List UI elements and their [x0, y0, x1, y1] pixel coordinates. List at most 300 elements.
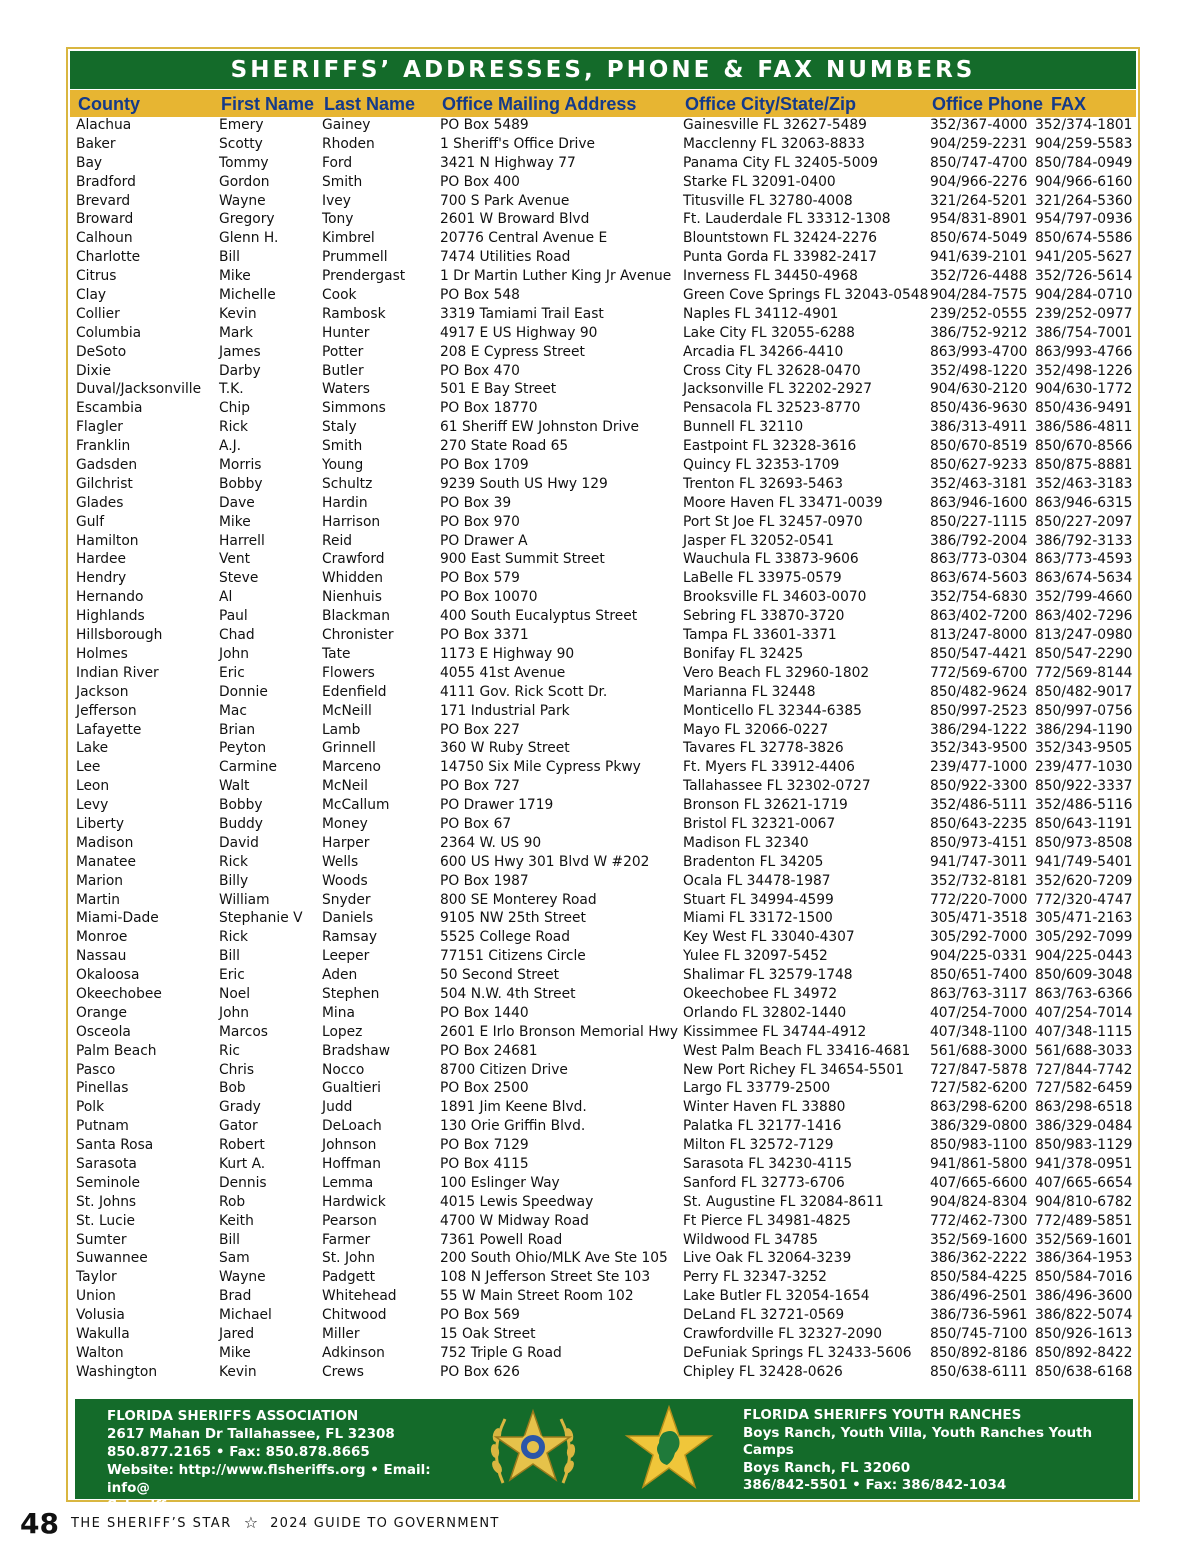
cell-county: Okeechobee: [76, 985, 162, 1002]
cell-fax: 727/844-7742: [1035, 1061, 1133, 1078]
cell-first-name: Michelle: [219, 287, 276, 304]
table-row: [68, 853, 1138, 872]
cell-city-state-zip: Gainesville FL 32627-5489: [683, 117, 867, 133]
cell-first-name: Brian: [219, 721, 256, 738]
cell-phone: 941/639-2101: [930, 249, 1028, 266]
table-row: [68, 305, 1138, 324]
cell-city-state-zip: Cross City FL 32628-0470: [683, 362, 861, 379]
cell-address: 800 SE Monterey Road: [440, 891, 597, 908]
cell-last-name: Marceno: [322, 759, 381, 776]
cell-fax: 904/259-5583: [1035, 135, 1133, 152]
cell-city-state-zip: New Port Richey FL 34654-5501: [683, 1061, 904, 1078]
table-row: [68, 777, 1138, 796]
cell-last-name: Johnson: [322, 1137, 377, 1154]
cell-address: 4700 W Midway Road: [440, 1212, 589, 1229]
cell-last-name: Nocco: [322, 1061, 365, 1078]
fsa-web-email: Website: http://www.flsheriffs.org • Email: info@: [107, 1462, 431, 1496]
cell-fax: 850/670-8566: [1035, 438, 1133, 455]
cell-first-name: John: [219, 1004, 249, 1021]
cell-last-name: Prendergast: [322, 268, 406, 285]
cell-fax: 863/674-5634: [1035, 570, 1133, 587]
cell-first-name: Bobby: [219, 475, 263, 492]
cell-phone: 352/367-4000: [930, 117, 1028, 133]
cell-last-name: McCallum: [322, 797, 390, 814]
cell-address: 20776 Central Avenue E: [440, 230, 608, 247]
cell-county: Suwannee: [76, 1250, 148, 1267]
cell-last-name: Woods: [322, 872, 368, 889]
cell-first-name: Stephanie V: [219, 910, 303, 927]
cell-address: 2601 E Irlo Bronson Memorial Hwy: [440, 1023, 679, 1040]
cell-address: 100 Eslinger Way: [440, 1174, 560, 1191]
cell-fax: 863/402-7296: [1035, 608, 1133, 625]
table-row: [68, 1061, 1138, 1080]
cell-fax: 352/343-9505: [1035, 740, 1133, 757]
cell-last-name: Daniels: [322, 910, 374, 927]
cell-fax: 850/584-7016: [1035, 1269, 1133, 1286]
cell-first-name: Gregory: [219, 211, 275, 228]
cell-county: St. Johns: [76, 1193, 137, 1210]
cell-county: Franklin: [76, 438, 131, 455]
cell-fax: 352/486-5116: [1035, 797, 1133, 814]
cell-first-name: John: [219, 645, 249, 662]
cell-county: Okaloosa: [76, 967, 140, 984]
cell-last-name: Staly: [322, 419, 357, 436]
cell-last-name: Butler: [322, 362, 364, 379]
cell-address: 3421 N Highway 77: [440, 154, 576, 171]
cell-address: 752 Triple G Road: [440, 1344, 562, 1361]
cell-last-name: Simmons: [322, 400, 386, 417]
cell-fax: 850/227-2097: [1035, 513, 1133, 530]
cell-fax: 863/773-4593: [1035, 551, 1133, 568]
cell-address: 1 Dr Martin Luther King Jr Avenue: [440, 268, 672, 285]
cell-address: PO Box 970: [440, 513, 520, 530]
cell-last-name: Chronister: [322, 627, 394, 644]
table-row: [68, 456, 1138, 475]
cell-county: Indian River: [76, 664, 159, 681]
cell-city-state-zip: Pensacola FL 32523-8770: [683, 400, 861, 417]
cell-county: Hillsborough: [76, 627, 163, 644]
cell-phone: 352/754-6830: [930, 589, 1028, 606]
cell-last-name: DeLoach: [322, 1118, 382, 1135]
guide-title: 2024 GUIDE TO GOVERNMENT: [270, 1515, 500, 1531]
cell-address: PO Box 227: [440, 721, 520, 738]
cell-address: 9105 NW 25th Street: [440, 910, 586, 927]
table-row: [68, 362, 1138, 381]
col-header-city: Office City/State/Zip: [685, 94, 857, 114]
table-row: [68, 928, 1138, 947]
cell-first-name: T.K.: [219, 381, 244, 398]
cell-city-state-zip: Sebring FL 33870-3720: [683, 608, 845, 625]
cell-county: Orange: [76, 1004, 127, 1021]
cell-county: Lafayette: [76, 721, 142, 738]
cell-county: Jefferson: [76, 702, 137, 719]
cell-last-name: Rambosk: [322, 305, 386, 322]
cell-first-name: Marcos: [219, 1023, 268, 1040]
cell-phone: 850/983-1100: [930, 1137, 1028, 1154]
cell-last-name: Padgett: [322, 1269, 375, 1286]
directory-frame: [66, 47, 1140, 1514]
cell-city-state-zip: Mayo FL 32066-0227: [683, 721, 829, 738]
cell-first-name: Buddy: [219, 815, 263, 832]
cell-last-name: Lopez: [322, 1023, 363, 1040]
cell-address: PO Box 579: [440, 570, 520, 587]
table-row: [68, 343, 1138, 362]
cell-address: 3319 Tamiami Trail East: [440, 305, 604, 322]
cell-county: Glades: [76, 494, 124, 511]
cell-city-state-zip: Naples FL 34112-4901: [683, 305, 839, 322]
cell-first-name: Noel: [219, 985, 251, 1002]
cell-county: Duval/Jacksonville: [76, 381, 202, 398]
cell-first-name: Jared: [219, 1326, 255, 1342]
cell-last-name: Judd: [322, 1099, 353, 1116]
cell-fax: 407/348-1115: [1035, 1023, 1133, 1040]
cell-last-name: McNeil: [322, 778, 368, 795]
table-row: [68, 1193, 1138, 1212]
cell-phone: 386/294-1222: [930, 721, 1028, 738]
cell-county: Walton: [76, 1344, 124, 1361]
cell-first-name: Chip: [219, 400, 250, 417]
cell-phone: 407/254-7000: [930, 1004, 1028, 1021]
cell-last-name: Whitehead: [322, 1288, 397, 1305]
cell-city-state-zip: Ft. Lauderdale FL 33312-1308: [683, 211, 891, 228]
cell-phone: 352/726-4488: [930, 268, 1028, 285]
cell-phone: 352/486-5111: [930, 797, 1028, 814]
cell-address: PO Box 548: [440, 287, 520, 304]
cell-first-name: Rick: [219, 419, 248, 436]
cell-city-state-zip: Blountstown FL 32424-2276: [683, 230, 878, 247]
cell-address: 360 W Ruby Street: [440, 740, 570, 757]
sheriff-table-body: [68, 116, 1138, 1382]
cell-phone: 863/773-0304: [930, 551, 1028, 568]
cell-city-state-zip: Brooksville FL 34603-0070: [683, 589, 867, 606]
table-row: [68, 192, 1138, 211]
cell-city-state-zip: West Palm Beach FL 33416-4681: [683, 1042, 911, 1059]
cell-address: PO Box 24681: [440, 1042, 538, 1059]
cell-phone: 863/763-3117: [930, 985, 1028, 1002]
table-row: [68, 1117, 1138, 1136]
cell-fax: 850/922-3337: [1035, 778, 1133, 795]
cell-fax: 850/674-5586: [1035, 230, 1133, 247]
cell-address: 4111 Gov. Rick Scott Dr.: [440, 683, 608, 700]
cell-fax: 850/436-9491: [1035, 400, 1133, 417]
cell-fax: 863/946-6315: [1035, 494, 1133, 511]
cell-city-state-zip: Inverness FL 34450-4968: [683, 268, 858, 285]
cell-county: Citrus: [76, 268, 117, 285]
cell-county: Putnam: [76, 1118, 129, 1135]
table-row: [68, 683, 1138, 702]
cell-first-name: Mark: [219, 324, 254, 341]
cell-last-name: Tony: [322, 211, 354, 228]
cell-first-name: Bobby: [219, 797, 263, 814]
cell-county: Hernando: [76, 589, 144, 606]
cell-phone: 772/462-7300: [930, 1212, 1028, 1229]
cell-phone: 863/993-4700: [930, 343, 1028, 360]
cell-phone: 239/252-0555: [930, 305, 1028, 322]
cell-last-name: St. John: [322, 1250, 375, 1267]
cell-phone: 352/732-8181: [930, 872, 1028, 889]
cell-fax: 863/993-4766: [1035, 343, 1133, 360]
cell-last-name: Ramsay: [322, 929, 377, 946]
cell-county: Columbia: [76, 324, 142, 341]
cell-first-name: Glenn H.: [219, 230, 279, 247]
table-row: [68, 1287, 1138, 1306]
cell-city-state-zip: Ft. Myers FL 33912-4406: [683, 759, 855, 776]
cell-fax: 727/582-6459: [1035, 1080, 1133, 1097]
cell-county: Wakulla: [76, 1326, 130, 1342]
cell-phone: 321/264-5201: [930, 192, 1028, 209]
cell-city-state-zip: Lake City FL 32055-6288: [683, 324, 855, 341]
cell-first-name: Kevin: [219, 305, 257, 322]
cell-first-name: Emery: [219, 117, 264, 133]
cell-address: 4015 Lewis Speedway: [440, 1193, 594, 1210]
cell-phone: 850/745-7100: [930, 1326, 1028, 1342]
table-header: [70, 90, 1136, 117]
cell-last-name: Chitwood: [322, 1307, 387, 1324]
cell-last-name: Hunter: [322, 324, 370, 341]
cell-phone: 850/922-3300: [930, 778, 1028, 795]
cell-fax: 850/892-8422: [1035, 1344, 1133, 1361]
cell-fax: 305/471-2163: [1035, 910, 1133, 927]
cell-first-name: Mike: [219, 268, 251, 285]
table-row: [68, 286, 1138, 305]
cell-fax: 352/463-3183: [1035, 475, 1133, 492]
sheriff-star-badge-icon: [485, 1405, 581, 1495]
cell-fax: 850/482-9017: [1035, 683, 1133, 700]
cell-first-name: Carmine: [219, 759, 278, 776]
col-header-last-name: Last Name: [324, 94, 416, 114]
cell-fax: 850/609-3048: [1035, 967, 1133, 984]
cell-phone: 850/482-9624: [930, 683, 1028, 700]
cell-first-name: Kevin: [219, 1363, 257, 1380]
cell-first-name: Sam: [219, 1250, 250, 1267]
cell-first-name: Gordon: [219, 173, 270, 190]
cell-county: Pinellas: [76, 1080, 129, 1097]
cell-first-name: Dave: [219, 494, 255, 511]
cell-first-name: Steve: [219, 570, 259, 587]
cell-city-state-zip: Shalimar FL 32579-1748: [683, 967, 853, 984]
table-row: [68, 796, 1138, 815]
cell-fax: 386/754-7001: [1035, 324, 1133, 341]
table-row: [68, 1325, 1138, 1344]
cell-fax: 239/477-1030: [1035, 759, 1133, 776]
cell-city-state-zip: St. Augustine FL 32084-8611: [683, 1193, 884, 1210]
table-row: [68, 872, 1138, 891]
cell-fax: 850/997-0756: [1035, 702, 1133, 719]
col-header-first-name: First Name: [221, 94, 315, 114]
table-row: [68, 947, 1138, 966]
cell-first-name: Tommy: [219, 154, 269, 171]
cell-first-name: Harrell: [219, 532, 265, 549]
table-row: [68, 739, 1138, 758]
cell-first-name: Michael: [219, 1307, 272, 1324]
table-row: [68, 1249, 1138, 1268]
cell-phone: 305/471-3518: [930, 910, 1028, 927]
table-row: [68, 418, 1138, 437]
table-row: [68, 1079, 1138, 1098]
cell-address: PO Box 3371: [440, 627, 529, 644]
cell-address: PO Box 1987: [440, 872, 529, 889]
cell-fax: 772/489-5851: [1035, 1212, 1133, 1229]
cell-last-name: Edenfield: [322, 683, 387, 700]
fsyr-name: FLORIDA SHERIFFS YOUTH RANCHES: [743, 1407, 1022, 1423]
cell-address: PO Box 569: [440, 1307, 520, 1324]
table-row: [68, 985, 1138, 1004]
cell-phone: 352/343-9500: [930, 740, 1028, 757]
cell-fax: 863/298-6518: [1035, 1099, 1133, 1116]
cell-county: Alachua: [76, 117, 132, 133]
cell-county: Lake: [76, 740, 109, 757]
cell-fax: 813/247-0980: [1035, 627, 1133, 644]
table-row: [68, 173, 1138, 192]
table-row: [68, 909, 1138, 928]
cell-fax: 321/264-5360: [1035, 192, 1133, 209]
cell-first-name: Dennis: [219, 1174, 267, 1191]
cell-phone: 386/736-5961: [930, 1307, 1028, 1324]
table-row: [68, 135, 1138, 154]
cell-city-state-zip: Lake Butler FL 32054-1654: [683, 1288, 870, 1305]
cell-phone: 352/463-3181: [930, 475, 1028, 492]
table-row: [68, 399, 1138, 418]
cell-fax: 386/496-3600: [1035, 1288, 1133, 1305]
cell-last-name: Ivey: [322, 192, 351, 209]
cell-last-name: Hoffman: [322, 1155, 381, 1172]
cell-city-state-zip: Sarasota FL 34230-4115: [683, 1155, 853, 1172]
table-row: [68, 1231, 1138, 1250]
cell-first-name: A.J.: [219, 438, 242, 455]
fsa-name: FLORIDA SHERIFFS ASSOCIATION: [107, 1408, 359, 1424]
cell-fax: 386/792-3133: [1035, 532, 1133, 549]
cell-city-state-zip: Monticello FL 32344-6385: [683, 702, 862, 719]
cell-last-name: Whidden: [322, 570, 383, 587]
cell-city-state-zip: Wauchula FL 33873-9606: [683, 551, 859, 568]
cell-fax: 386/586-4811: [1035, 419, 1133, 436]
cell-city-state-zip: Stuart FL 34994-4599: [683, 891, 834, 908]
cell-city-state-zip: Eastpoint FL 32328-3616: [683, 438, 857, 455]
cell-phone: 727/847-5878: [930, 1061, 1028, 1078]
cell-address: 1 Sheriff's Office Drive: [440, 135, 595, 152]
cell-city-state-zip: Sanford FL 32773-6706: [683, 1174, 845, 1191]
cell-fax: 772/320-4747: [1035, 891, 1133, 908]
cell-first-name: Billy: [219, 872, 249, 889]
cell-last-name: Schultz: [322, 475, 373, 492]
cell-fax: 386/329-0484: [1035, 1118, 1133, 1135]
cell-address: PO Box 18770: [440, 400, 538, 417]
cell-fax: 904/966-6160: [1035, 173, 1133, 190]
cell-address: 900 East Summit Street: [440, 551, 605, 568]
cell-last-name: Young: [322, 457, 364, 474]
cell-city-state-zip: Trenton FL 32693-5463: [683, 475, 843, 492]
cell-city-state-zip: Bradenton FL 34205: [683, 853, 824, 870]
cell-last-name: Lamb: [322, 721, 361, 738]
cell-county: Lee: [76, 759, 101, 776]
table-row: [68, 966, 1138, 985]
youth-ranches-star-icon: [623, 1403, 715, 1495]
cell-last-name: Bradshaw: [322, 1042, 391, 1059]
cell-address: PO Box 727: [440, 778, 520, 795]
cell-last-name: Blackman: [322, 608, 390, 625]
cell-phone: 386/792-2004: [930, 532, 1028, 549]
cell-first-name: Bill: [219, 948, 240, 965]
cell-fax: 407/254-7014: [1035, 1004, 1133, 1021]
cell-phone: 386/329-0800: [930, 1118, 1028, 1135]
cell-phone: 904/225-0331: [930, 948, 1028, 965]
cell-city-state-zip: Jasper FL 32052-0541: [683, 532, 835, 549]
cell-first-name: Mike: [219, 1344, 251, 1361]
table-row: [68, 1306, 1138, 1325]
cell-fax: 386/364-1953: [1035, 1250, 1133, 1267]
cell-city-state-zip: Ft Pierce FL 34981-4825: [683, 1212, 851, 1229]
cell-last-name: Grinnell: [322, 740, 376, 757]
cell-fax: 352/498-1226: [1035, 362, 1133, 379]
cell-first-name: Peyton: [219, 740, 267, 757]
cell-last-name: Gainey: [322, 117, 371, 133]
table-row: [68, 626, 1138, 645]
table-row: [68, 1136, 1138, 1155]
table-row: [68, 815, 1138, 834]
table-row: [68, 1098, 1138, 1117]
cell-phone: 352/498-1220: [930, 362, 1028, 379]
cell-address: PO Box 470: [440, 362, 520, 379]
table-row: [68, 1042, 1138, 1061]
cell-first-name: Paul: [219, 608, 248, 625]
cell-address: PO Box 400: [440, 173, 520, 190]
cell-address: 50 Second Street: [440, 967, 560, 984]
cell-fax: 352/569-1601: [1035, 1231, 1133, 1248]
cell-city-state-zip: Jacksonville FL 32202-2927: [683, 381, 872, 398]
table-row: [68, 721, 1138, 740]
cell-address: 55 W Main Street Room 102: [440, 1288, 634, 1305]
table-row: [68, 645, 1138, 664]
cell-fax: 850/784-0949: [1035, 154, 1133, 171]
cell-first-name: Bill: [219, 1231, 240, 1248]
cell-city-state-zip: Tampa FL 33601-3371: [683, 627, 837, 644]
cell-county: Taylor: [76, 1269, 117, 1286]
cell-county: DeSoto: [76, 343, 127, 360]
cell-last-name: Waters: [322, 381, 370, 398]
cell-address: 130 Orie Griffin Blvd.: [440, 1118, 586, 1135]
cell-address: 171 Industrial Park: [440, 702, 570, 719]
cell-county: Baker: [76, 135, 116, 152]
cell-last-name: Lemma: [322, 1174, 374, 1191]
cell-address: PO Box 1440: [440, 1004, 529, 1021]
cell-last-name: McNeill: [322, 702, 372, 719]
cell-last-name: Pearson: [322, 1212, 377, 1229]
page-title: SHERIFFS’ ADDRESSES, PHONE & FAX NUMBERS: [70, 51, 1136, 89]
cell-phone: 352/569-1600: [930, 1231, 1028, 1248]
cell-phone: 386/313-4911: [930, 419, 1028, 436]
cell-county: Leon: [76, 778, 110, 795]
cell-phone: 561/688-3000: [930, 1042, 1028, 1059]
cell-fax: 305/292-7099: [1035, 929, 1133, 946]
cell-fax: 850/643-1191: [1035, 815, 1133, 832]
cell-last-name: Wells: [322, 853, 359, 870]
table-row: [68, 1268, 1138, 1287]
cell-first-name: Chris: [219, 1061, 255, 1078]
cell-address: 208 E Cypress Street: [440, 343, 585, 360]
table-row: [68, 229, 1138, 248]
cell-first-name: Ric: [219, 1042, 241, 1059]
cell-phone: 850/973-4151: [930, 834, 1028, 851]
cell-fax: 772/569-8144: [1035, 664, 1133, 681]
cell-address: 700 S Park Avenue: [440, 192, 570, 209]
cell-phone: 954/831-8901: [930, 211, 1028, 228]
cell-first-name: Grady: [219, 1099, 261, 1116]
cell-first-name: Robert: [219, 1137, 265, 1154]
cell-first-name: Walt: [219, 778, 250, 795]
cell-last-name: Stephen: [322, 985, 380, 1002]
cell-city-state-zip: Wildwood FL 34785: [683, 1231, 818, 1248]
cell-last-name: Adkinson: [322, 1344, 385, 1361]
